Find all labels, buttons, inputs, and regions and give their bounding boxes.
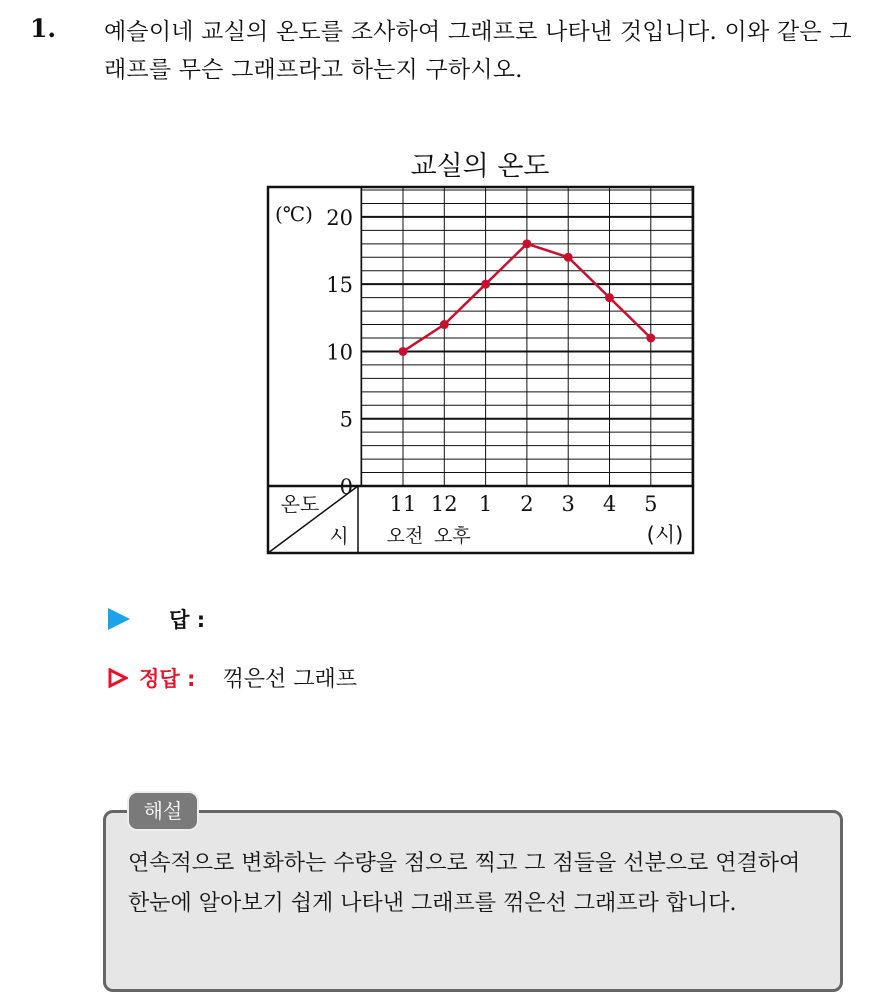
temperature-line-chart (265, 145, 705, 565)
x-tick-label: 11 (389, 492, 417, 516)
question-text: 예슬이네 교실의 온도를 조사하여 그래프로 나타낸 것입니다. 이와 같은 그래프를 무슨 그래프라고 하는지 구하시오. (104, 19, 852, 83)
corner-top-label: 온도 (280, 492, 320, 516)
x-tick-label: 2 (520, 492, 534, 516)
chart-title: 교실의 온도 (410, 151, 550, 182)
explanation-text: 연속적으로 변화하는 수량을 점으로 찍고 그 점들을 선분으로 연결하여 한눈에 알아보기 쉽게 나타낸 그래프를 꺾은선 그래프라 합니다. (128, 851, 801, 916)
correct-answer-row (108, 662, 357, 693)
answer-row (108, 604, 227, 634)
y-axis-panel (268, 187, 361, 486)
x-sublabel-am: 오전 (386, 525, 424, 547)
explanation-tag: 해설 (127, 791, 199, 831)
data-point (399, 347, 408, 356)
y-tick-label: 15 (326, 273, 353, 298)
x-tick-label: 5 (644, 492, 658, 516)
correct-answer-label: 정답 : (139, 666, 196, 691)
x-sublabel-pm: 오후 (433, 525, 471, 547)
outline-triangle-icon (108, 668, 128, 688)
data-point (481, 280, 490, 289)
y-tick-label: 5 (339, 407, 353, 432)
data-point (522, 239, 531, 248)
data-point (440, 320, 449, 329)
correct-answer-value: 꺾은선 그래프 (222, 667, 357, 692)
question-number: 1. (30, 14, 57, 43)
x-tick-label: 4 (602, 492, 617, 516)
x-tick-label: 12 (430, 492, 458, 516)
y-unit-label: (℃) (275, 202, 313, 226)
x-tick-label: 1 (478, 492, 493, 516)
y-tick-label: 0 (339, 475, 353, 499)
play-triangle-icon (108, 608, 130, 630)
x-tick-label: 3 (561, 492, 575, 516)
data-point (605, 293, 614, 302)
data-point (564, 253, 573, 262)
x-unit-label: (시) (646, 523, 684, 547)
y-tick-label: 10 (326, 340, 353, 365)
corner-bottom-label: 시 (329, 524, 349, 548)
data-point (646, 334, 655, 343)
y-tick-label: 20 (326, 205, 353, 230)
answer-label: 답 : (169, 608, 206, 632)
